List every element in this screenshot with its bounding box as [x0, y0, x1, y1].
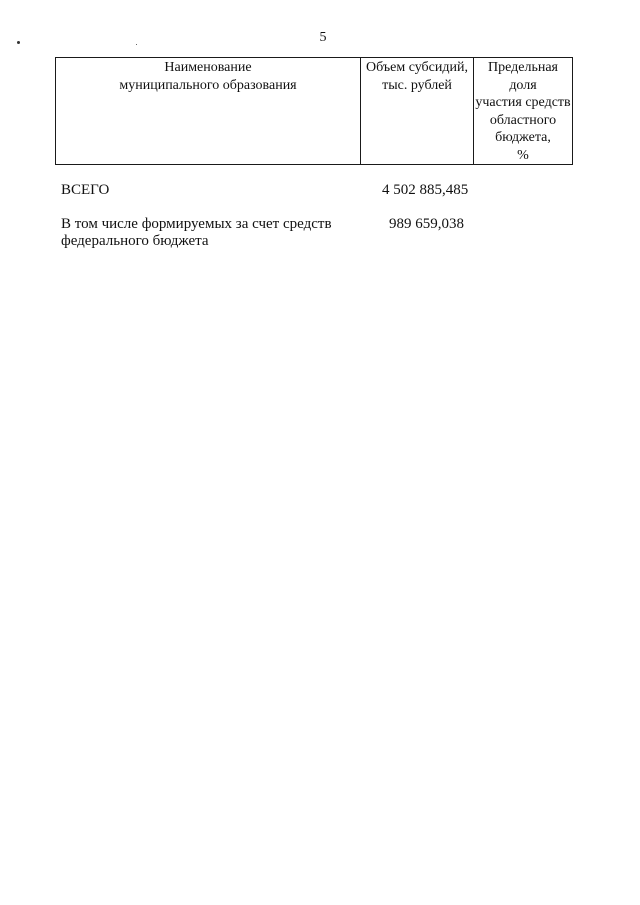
column-header-text: Наименование — [164, 60, 252, 75]
scan-artifact-dot — [136, 44, 137, 45]
column-header-subsidy-volume — [361, 58, 474, 165]
page-number: 5 — [319, 30, 327, 45]
scan-artifact-dot — [17, 41, 20, 44]
table-header-row — [56, 58, 573, 165]
column-header-text: муниципального образования — [119, 77, 297, 93]
column-header-text: Объем субсидий, — [366, 60, 468, 75]
total-label: ВСЕГО — [61, 182, 110, 198]
column-header-text: бюджета, — [495, 130, 551, 145]
total-value: 4 502 885,485 — [382, 182, 469, 198]
column-header-text: Предельная — [488, 60, 558, 75]
federal-funds-label — [61, 216, 361, 250]
column-header-regional-share — [474, 58, 573, 165]
column-header-text: % — [517, 147, 529, 163]
column-header-text: доля — [509, 77, 537, 93]
federal-funds-value: 989 659,038 — [389, 216, 464, 232]
column-header-municipality — [56, 58, 361, 165]
column-header-text: участия средств — [475, 95, 571, 110]
federal-funds-label-line: В том числе формируемых за счет средств — [61, 216, 332, 232]
subsidy-table-header — [55, 57, 573, 165]
column-header-text: тыс. рублей — [382, 77, 452, 93]
column-header-text: областного — [489, 112, 557, 128]
federal-funds-label-line: федерального бюджета — [61, 233, 209, 249]
